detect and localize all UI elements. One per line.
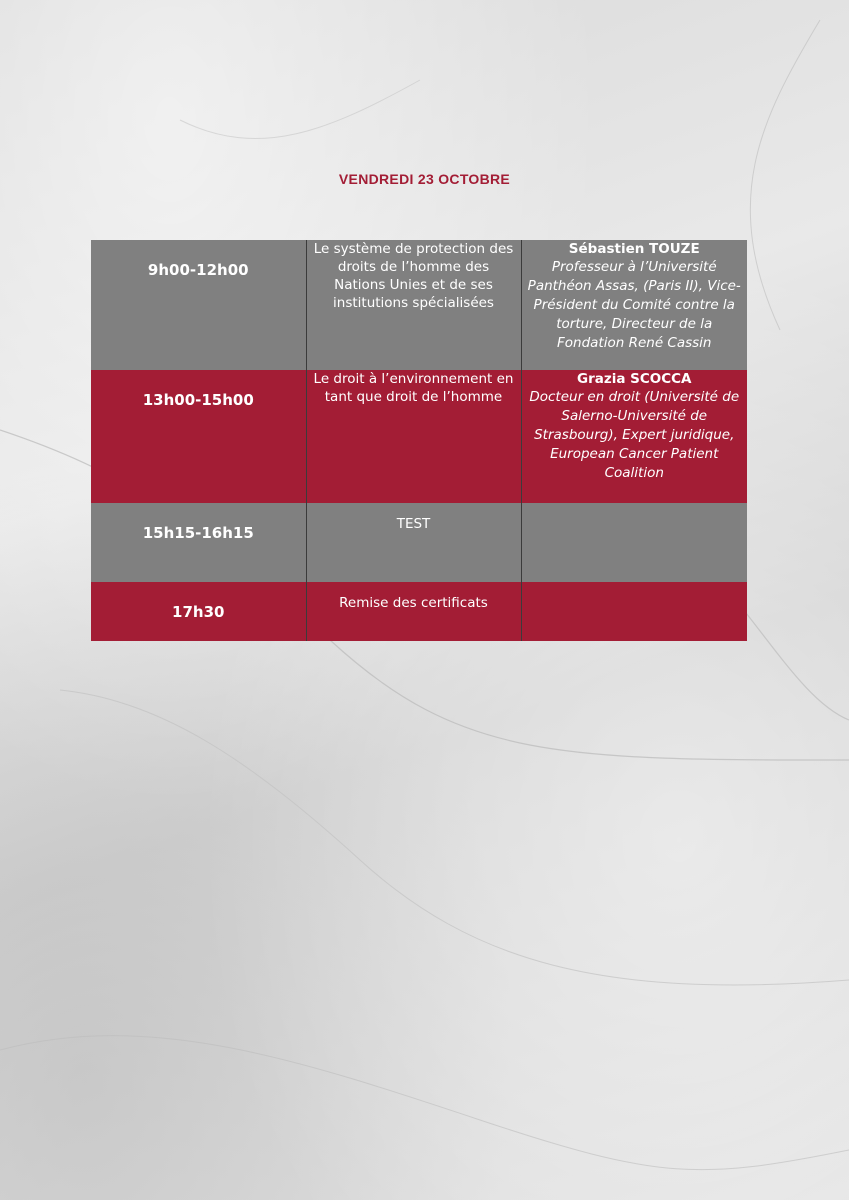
session-topic: Le droit à l’environnement en tant que droit de l’homme	[313, 371, 514, 405]
session-topic-cell	[306, 240, 521, 370]
session-speaker-cell	[521, 582, 747, 641]
session-time: 9h00-12h00	[147, 261, 249, 279]
speaker-description: Docteur en droit (Université de Salerno-Université de Strasbourg), Expert juridique, European Cancer Patient Coalition	[529, 389, 740, 481]
session-topic-cell	[306, 503, 521, 582]
session-time-cell	[91, 240, 306, 370]
session-topic-cell	[306, 582, 521, 641]
session-time-cell	[91, 582, 306, 641]
session-topic-cell	[306, 370, 521, 503]
schedule-row	[91, 503, 747, 582]
session-topic: Le système de protection des droits de l’homme des Nations Unies et de ses institutions spécialisées	[313, 241, 514, 311]
session-speaker-cell	[521, 503, 747, 582]
speaker-name: Sébastien TOUZE	[568, 241, 700, 257]
day-heading: VENDREDI 23 OCTOBRE	[338, 171, 511, 187]
session-topic: TEST	[396, 516, 431, 532]
speaker-name: Grazia SCOCCA	[576, 371, 692, 387]
schedule-row	[91, 240, 747, 370]
session-time-cell	[91, 370, 306, 503]
session-time: 13h00-15h00	[142, 391, 254, 409]
schedule-row	[91, 370, 747, 503]
session-time: 17h30	[172, 603, 225, 621]
schedule-row	[91, 582, 747, 641]
session-time-cell	[91, 503, 306, 582]
session-time: 15h15-16h15	[142, 524, 254, 542]
session-speaker-cell	[521, 370, 747, 503]
session-speaker-cell	[521, 240, 747, 370]
speaker-description: Professeur à l’Université Panthéon Assas, (Paris II), Vice-Président du Comité contre la torture, Directeur de la Fondation René Cassin	[527, 259, 741, 351]
schedule-table	[91, 240, 747, 641]
session-topic: Remise des certificats	[339, 595, 488, 611]
